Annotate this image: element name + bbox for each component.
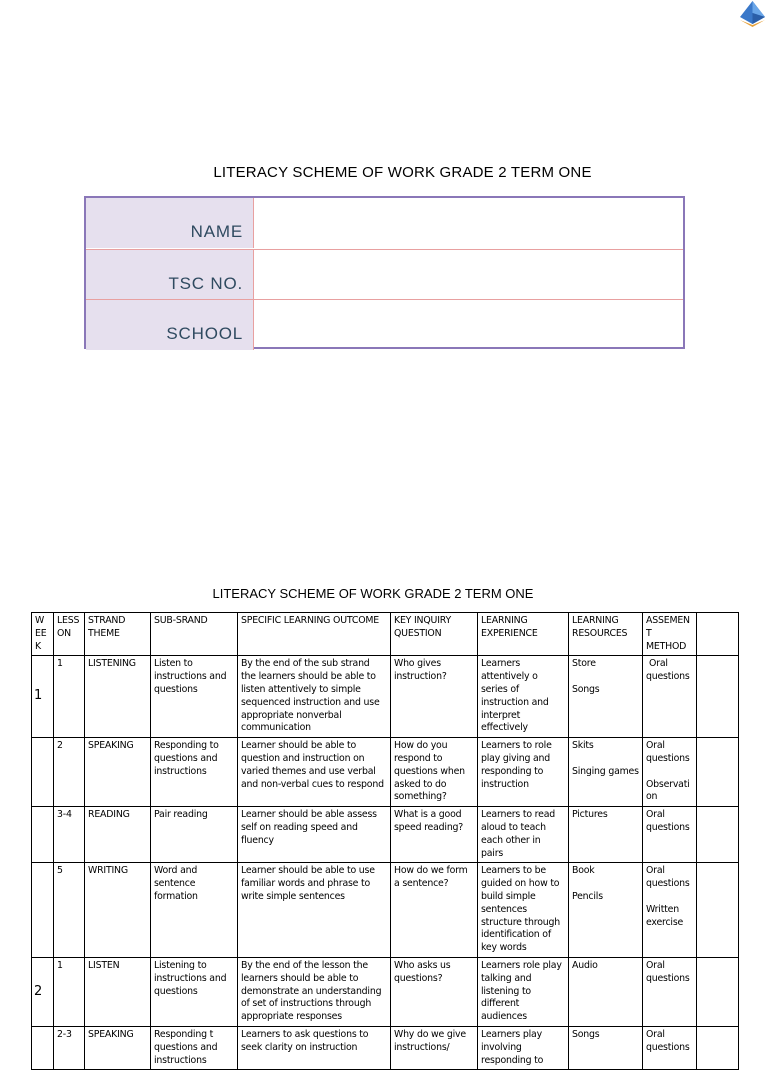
assessment-item: Oral questions [646, 740, 690, 764]
inquiry-cell: How do you respond to questions when asked to do something? [391, 738, 478, 807]
resources-cell [569, 1026, 643, 1069]
assessment-cell [643, 738, 697, 807]
experience-cell: Learners to be guided on how to build simple sentences structure through identification of key words [478, 863, 569, 958]
inquiry-cell: What is a good speed reading? [391, 807, 478, 863]
tsc-label: TSC NO. [168, 274, 243, 293]
header-outcome: SPECIFIC LEARNING OUTCOME [238, 613, 391, 656]
header-extra [697, 613, 739, 656]
inquiry-cell: Who gives instruction? [391, 656, 478, 738]
resources-cell [569, 863, 643, 958]
week-cell [32, 1026, 54, 1069]
page-title: LITERACY SCHEME OF WORK GRADE 2 TERM ONE [213, 164, 592, 181]
week-cell [32, 807, 54, 863]
outcome-cell: Learner should be able to use familiar words and phrase to write simple sentences [238, 863, 391, 958]
experience-cell: Learners to role play giving and responding to instruction [478, 738, 569, 807]
strand-cell: LISTENING [85, 656, 151, 738]
header-strand: STRAND THEME [85, 613, 151, 656]
header-row [32, 613, 739, 656]
extra-cell [697, 957, 739, 1026]
lesson-cell: 1 [54, 957, 85, 1026]
extra-cell [697, 738, 739, 807]
resource-item: Audio [572, 959, 598, 971]
assessment-item: Observation [646, 778, 690, 803]
week-cell: 1 [32, 656, 54, 738]
header-assessment: ASSEMEN T METHOD [643, 613, 697, 656]
resource-item: Skits [572, 740, 594, 752]
substrand-cell: Responding to questions and instructions [151, 738, 238, 807]
header-resources: LEARNING RESOURCES [569, 613, 643, 656]
extra-cell [697, 1026, 739, 1069]
week-cell: 2 [32, 957, 54, 1026]
experience-cell: Learners role play talking and listening to different audiences [478, 957, 569, 1026]
school-row [86, 299, 683, 350]
assessment-item: Oral questions [646, 1028, 690, 1053]
name-row [86, 198, 683, 248]
lesson-cell: 5 [54, 863, 85, 958]
resource-item: Songs [572, 683, 600, 695]
table-row [32, 957, 739, 1026]
assessment-cell [643, 863, 697, 958]
name-label: NAME [190, 222, 243, 241]
extra-cell [697, 656, 739, 738]
assessment-item: Oral questions [646, 809, 690, 833]
resource-item: Book [572, 865, 595, 877]
substrand-cell: Listening to instructions and questions [151, 957, 238, 1026]
header-experience: LEARNING EXPERIENCE [478, 613, 569, 656]
assessment-item: Written exercise [646, 903, 684, 928]
table-row [32, 863, 739, 958]
experience-cell: Learners play involving responding to [478, 1026, 569, 1069]
substrand-cell: Pair reading [151, 807, 238, 863]
resources-cell [569, 807, 643, 863]
substrand-cell: Responding t questions and instructions [151, 1026, 238, 1069]
header-inquiry: KEY INQUIRY QUESTION [391, 613, 478, 656]
resource-item: Pictures [572, 809, 608, 821]
resource-item: Pencils [572, 890, 603, 902]
table-title: LITERACY SCHEME OF WORK GRADE 2 TERM ONE [212, 586, 534, 601]
header-week: W EE K [32, 613, 54, 656]
strand-cell: LISTEN [85, 957, 151, 1026]
assessment-item: Oral questions [646, 865, 690, 890]
table-row [32, 807, 739, 863]
inquiry-cell: Why do we give instructions/ [391, 1026, 478, 1069]
table-row [32, 1026, 739, 1069]
strand-cell: SPEAKING [85, 1026, 151, 1069]
resource-item: Store [572, 658, 596, 670]
school-label-cell [86, 300, 254, 350]
extra-cell [697, 807, 739, 863]
outcome-cell: By the end of the lesson the learners should be able to demonstrate an understanding of set of instructions through appropriate responses [238, 957, 391, 1026]
resources-cell [569, 957, 643, 1026]
lesson-cell: 2-3 [54, 1026, 85, 1069]
header-substrand: SUB-SRAND [151, 613, 238, 656]
lesson-cell: 1 [54, 656, 85, 738]
week-cell [32, 863, 54, 958]
school-label: SCHOOL [166, 324, 243, 343]
table-row [32, 656, 739, 738]
lesson-cell: 2 [54, 738, 85, 807]
resource-item: Singing games [572, 765, 639, 777]
inquiry-cell: Who asks us questions? [391, 957, 478, 1026]
logo-icon [737, 0, 768, 28]
assessment-item: Oral questions [646, 658, 690, 683]
experience-cell: Learners to read aloud to teach each other in pairs [478, 807, 569, 863]
assessment-item: Oral questions [646, 959, 690, 984]
table-row [32, 738, 739, 807]
outcome-cell: Learner should be able to question and instruction on varied themes and use verbal and non-verbal cues to respond [238, 738, 391, 807]
outcome-cell: Learners to ask questions to seek clarity on instruction [238, 1026, 391, 1069]
name-label-cell [86, 198, 254, 248]
assessment-cell [643, 957, 697, 1026]
scheme-table [31, 612, 739, 1070]
experience-cell: Learners attentively o series of instruction and interpret effectively [478, 656, 569, 738]
assessment-cell [643, 656, 697, 738]
substrand-cell: Listen to instructions and questions [151, 656, 238, 738]
strand-cell: WRITING [85, 863, 151, 958]
week-cell [32, 738, 54, 807]
assessment-cell [643, 1026, 697, 1069]
strand-cell: SPEAKING [85, 738, 151, 807]
lesson-cell: 3-4 [54, 807, 85, 863]
inquiry-cell: How do we form a sentence? [391, 863, 478, 958]
substrand-cell: Word and sentence formation [151, 863, 238, 958]
tsc-row [86, 249, 683, 300]
strand-cell: READING [85, 807, 151, 863]
resources-cell [569, 656, 643, 738]
outcome-cell: Learner should be able assess self on reading speed and fluency [238, 807, 391, 863]
resources-cell [569, 738, 643, 807]
extra-cell [697, 863, 739, 958]
tsc-label-cell [86, 250, 254, 300]
teacher-info-box [84, 196, 685, 349]
resource-item: Songs [572, 1028, 600, 1040]
header-lesson: LESS ON [54, 613, 85, 656]
outcome-cell: By the end of the sub strand the learners should be able to listen attentively to simple sequenced instruction and use appropriate nonverbal communication [238, 656, 391, 738]
assessment-cell [643, 807, 697, 863]
